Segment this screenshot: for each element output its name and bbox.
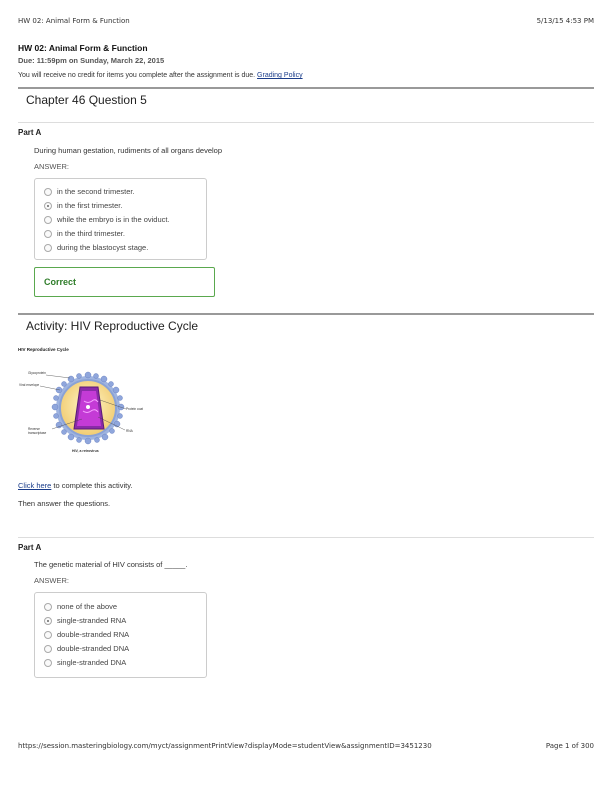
section-title: Activity: HIV Reproductive Cycle [26, 319, 199, 333]
part-label: Part A [18, 543, 42, 552]
part-label: Part A [18, 128, 42, 137]
radio-icon[interactable] [44, 230, 52, 238]
option-4[interactable]: double-stranded DNA [44, 644, 129, 653]
option-1[interactable]: none of the above [44, 602, 117, 611]
answer-options-box [34, 178, 207, 260]
radio-icon[interactable] [44, 216, 52, 224]
late-notice [18, 72, 303, 79]
option-4[interactable]: in the third trimester. [44, 229, 125, 238]
assignment-title: HW 02: Animal Form & Function [18, 43, 148, 53]
figure-caption: HIV, a retrovirus [72, 449, 99, 453]
option-5[interactable]: during the blastocyst stage. [44, 243, 148, 252]
radio-icon[interactable] [44, 188, 52, 196]
print-footer-url: https://session.masteringbiology.com/myct/assignmentPrintView?displayMode=studentView&assignmentID=3451230 [18, 742, 432, 750]
grading-policy-link[interactable]: Grading Policy [257, 72, 303, 79]
question-text: The genetic material of HIV consists of _____. [34, 560, 188, 569]
label-reverse-transcriptase: Reverse transcriptase [28, 427, 47, 435]
answer-options-box [34, 592, 207, 678]
part-divider [18, 537, 594, 538]
radio-icon[interactable] [44, 645, 52, 653]
radio-icon[interactable] [44, 603, 52, 611]
click-here-link[interactable]: Click here [18, 481, 52, 490]
hiv-virus-illustration [18, 345, 158, 457]
option-3[interactable]: while the embryo is in the oviduct. [44, 215, 170, 224]
part-divider [18, 122, 594, 123]
feedback-box [34, 267, 215, 297]
answer-label: ANSWER: [34, 576, 70, 585]
instructions-text: Then answer the questions. [18, 499, 111, 508]
option-1[interactable]: in the second trimester. [44, 187, 135, 196]
feedback-correct: Correct [44, 277, 77, 287]
figure-title: HIV Reproductive Cycle [18, 347, 69, 352]
section-divider [18, 313, 594, 315]
option-5[interactable]: single-stranded DNA [44, 658, 126, 667]
due-date: Due: 11:59pm on Sunday, March 22, 2015 [18, 56, 165, 65]
radio-icon[interactable] [44, 631, 52, 639]
option-3[interactable]: double-stranded RNA [44, 630, 129, 639]
section-divider [18, 87, 594, 89]
radio-selected-icon[interactable] [44, 617, 52, 625]
section-title: Chapter 46 Question 5 [26, 93, 147, 107]
label-rna: RNA [126, 429, 133, 433]
activity-link-text: to complete this activity. [51, 481, 133, 490]
label-viral-envelope: Viral envelope [19, 383, 40, 387]
print-footer-page: Page 1 of 300 [545, 742, 594, 750]
late-notice-text: You will receive no credit for items you complete after the assignment is due. [18, 72, 256, 79]
activity-link-line [18, 481, 133, 490]
radio-selected-icon[interactable] [44, 202, 52, 210]
question-text: During human gestation, rudiments of all organs develop [34, 146, 223, 155]
radio-icon[interactable] [44, 659, 52, 667]
print-header-date: 5/13/15 4:53 PM [536, 17, 594, 25]
option-2[interactable]: single-stranded RNA [44, 616, 126, 625]
answer-label: ANSWER: [34, 162, 70, 171]
option-2[interactable]: in the first trimester. [44, 201, 122, 210]
hiv-figure [18, 345, 158, 457]
print-header-title: HW 02: Animal Form & Function [18, 17, 130, 25]
label-glycoprotein: Glycoprotein [28, 371, 46, 375]
label-protein-coat: Protein coat [126, 407, 144, 411]
radio-icon[interactable] [44, 244, 52, 252]
